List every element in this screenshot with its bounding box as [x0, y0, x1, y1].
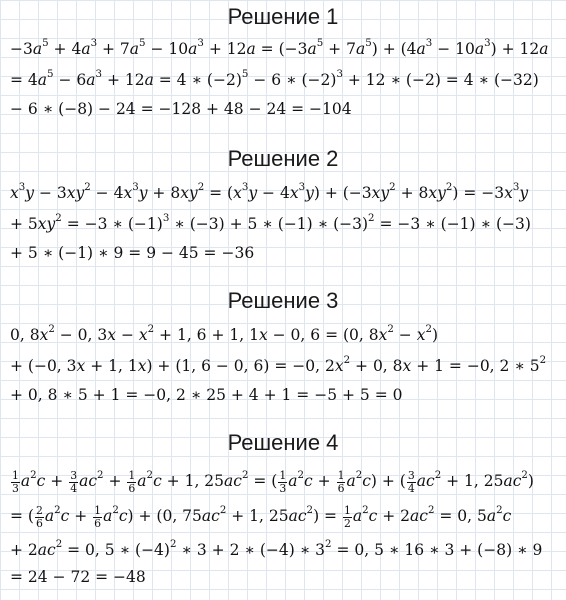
solution-3-line-1: 0, $8x^2 - 0$, $3x - x^2 + 1$, 6 + 1, 1x − 0, 6 = (0, $8x^2 - x^2$) [10, 324, 439, 344]
solution-1-line-3: − 6 ∗ (−8) − 24 = −128 + 48 − 24 = −104 [10, 100, 352, 118]
solution-3-title: Решение 3 [227, 288, 339, 313]
solution-4-line-4: = 24 − 72 = −48 [10, 568, 146, 586]
solution-4-title: Решение 4 [227, 430, 339, 455]
solution-1-line-2: = $4a^5 - 6a^3 + 12a = 4$ ∗ $(-2)^5 - 6$ ∗ $(-2)^3 + 12$ ∗ (−2) = 4 ∗ (−32) [10, 69, 539, 89]
solution-2-line-2: + $5xy^2 = -3$ ∗ $(-1)^3$ ∗ (−3) + 5 ∗ (−1) ∗ $(-3)^2 = -3$ ∗ (−1) ∗ (−3) [10, 213, 531, 233]
solution-4-line-2: = ( $\frac{2}{6}$ $a^2c$ + $\frac{1}{6}$ $a^2c) + (0$, $75ac^2 + 1$, $25ac^2$) = $\frac{1}{2}$ $a^2c + 2ac^2 = 0$, $5a^2c$ [10, 504, 512, 530]
solution-3-line-3: + 0, 8 ∗ 5 + 1 = −0, 2 ∗ 25 + 4 + 1 = −5 + 5 = 0 [10, 386, 403, 404]
solution-2-line-3: + 5 ∗ (−1) ∗ 9 = 9 − 45 = −36 [10, 244, 255, 262]
solution-4-line-3: + $2ac^2 = 0$, 5 ∗ $(-4)^2$ ∗ 3 + 2 ∗ (−4) ∗ $3^2 = 0$, 5 ∗ 16 ∗ 3 + (−8) ∗ 9 [10, 539, 543, 559]
solution-1-line-1: $-3a^5 + 4a^3 + 7a^5 - 10a^3 + 12a = (-3a^5 + 7a^5) + (4a^3 - 10a^3) + 12a$ [10, 38, 549, 58]
solution-2-line-1: $x^3y - 3xy^2 - 4x^3y + 8xy^2 = (x^3y - 4x^3y) + (-3xy^2 + 8xy^2) = -3x^3y$ [10, 182, 529, 202]
solution-4-line-1: $\frac{1}{3}$ $a^2c$ + $\frac{3}{4}$ $ac^2$ + $\frac{1}{6}$ $a^2c + 1$, $25ac^2$ = ( $\frac{1}{3}$ $a^2c$ + $\frac{1}{6}$ $a^2c$) + ( $\frac{3}{4}$ $ac^2 + 1$, $25ac^2$) [12, 469, 534, 495]
solution-3-line-2: + (−0, 3x + 1, 1x) + (1, 6 − 0, 6) = −0, $2x^2 + 0$, 8x + 1 = −0, 2 ∗ $5^2$ [10, 355, 547, 375]
solution-2-title: Решение 2 [227, 146, 339, 171]
solution-1-title: Решение 1 [227, 4, 339, 29]
